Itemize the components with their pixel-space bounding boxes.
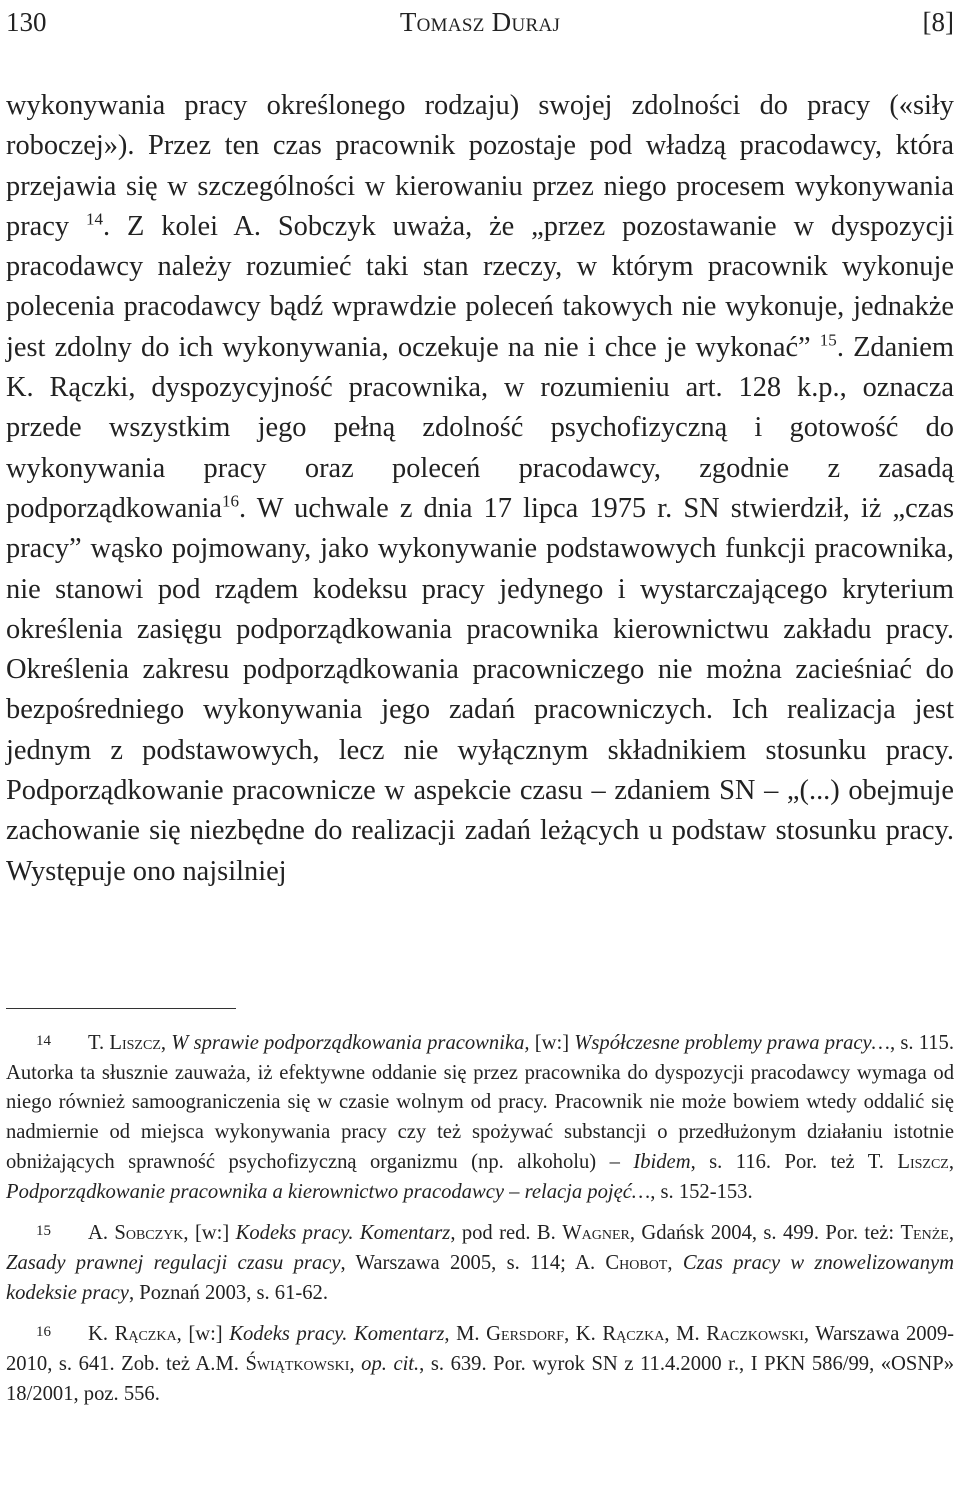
fn-text: , K.: [564, 1323, 603, 1346]
author-name: Sobczyk: [114, 1222, 184, 1245]
fn-text: ,: [667, 1251, 683, 1274]
fn-text: , [w:]: [176, 1323, 230, 1346]
work-title: Zasady prawnej regulacji czasu pracy: [6, 1251, 341, 1274]
footnote-ref-14[interactable]: 14: [85, 209, 103, 229]
footnote-divider: [6, 1008, 236, 1009]
author-name: Gersdorf: [486, 1323, 565, 1346]
footnote-16: [6, 1318, 954, 1409]
fn-text: , pod red. B.: [450, 1222, 563, 1245]
fn-text: , Warszawa 2009-2010, s. 641. Zob. też A.M.: [6, 1323, 955, 1376]
author-name: Rączka: [114, 1323, 177, 1346]
fn-text: , M.: [444, 1323, 487, 1346]
work-title: W sprawie podporządkowania pracownika,: [171, 1032, 530, 1054]
body-paragraph: [6, 86, 954, 892]
footnote-ref-15[interactable]: 15: [819, 330, 837, 350]
footnotes: [6, 1027, 954, 1419]
fn-text: ,: [160, 1032, 172, 1054]
footnote-14: [6, 1027, 954, 1207]
section-number: [8]: [922, 7, 954, 37]
work-title: Czas pracy w znowelizowanym kodeksie pracy: [6, 1251, 955, 1304]
author-name: Rączka: [602, 1323, 665, 1346]
fn-text: ,: [948, 1150, 954, 1173]
footnote-number: 16: [36, 1324, 51, 1341]
body-text-segment: . Zdaniem K. Rączki, dyspozycyjność pracownika, w rozumieniu art. 128 k.p., oznacza przede wszystkim jego pełną zdolność psychofizyczną i gotowość do wykonywania pracy oraz poleceń pracodawcy, zgodnie z zasadą podporządkowania: [6, 331, 954, 524]
author-name: Świątkowski: [245, 1353, 350, 1376]
fn-text: , s. 152-153.: [650, 1180, 753, 1203]
fn-text: ,: [948, 1222, 954, 1245]
fn-text: , [w:]: [183, 1222, 236, 1245]
footnote-ref-16[interactable]: 16: [222, 491, 240, 511]
work-title: Kodeks pracy. Komentarz: [235, 1222, 451, 1245]
fn-text: ,: [349, 1353, 362, 1376]
author-name: Liszcz: [897, 1150, 949, 1173]
work-title: Ibidem: [633, 1150, 691, 1173]
fn-text: , Warszawa 2005, s. 114; A.: [340, 1251, 606, 1274]
fn-text: , s. 639. Por. wyrok SN z 11.4.2000 r., I PKN 586/99, «OSNP» 18/2001, poz. 556.: [6, 1353, 954, 1405]
fn-text: K.: [88, 1323, 115, 1346]
body-text-segment: . W uchwale z dnia 17 lipca 1975 r. SN stwierdził, iż „czas pracy” wąsko pojmowany, jako wykonywanie podstawowych funkcji pracownika, nie stanowi pod rządem kodeksu pracy jedynego i wystarczającego kryterium określenia zasięgu podporządkowania pracownika kierownictwu zakładu pracy. Określenia zakresu podporządkowania pracowniczego nie można zacieśniać do bezpośredniego wykonywania jego zadań pracowniczych. Ich realizacja jest jednym z podstawowych, lecz nie wyłącznym składnikiem stosunku pracy. Podporządkowanie pracownicze w aspekcie czasu – zdaniem SN – „(...) obejmuje zachowanie się niezbędne do realizacji zadań leżących u podstaw stosunku pracy. Występuje ono najsilniej: [6, 492, 954, 887]
author-name: Liszcz: [109, 1032, 161, 1054]
fn-text: [w:]: [529, 1032, 575, 1054]
running-head-author: Tomasz Duraj: [399, 7, 561, 37]
author-name: Chobot: [605, 1251, 668, 1274]
footnote-number: 14: [36, 1033, 51, 1049]
author-name: Raczkowski: [706, 1323, 804, 1346]
work-title: op. cit.: [361, 1353, 420, 1376]
body-text-segment: wykonywania pracy określonego rodzaju) swojej zdolności do pracy («siły roboczej»). Przez ten czas pracownik pozostaje pod władzą pracodawcy, która przejawia się w szczególności w kierowaniu przez niego procesem wykonywania pracy: [6, 90, 954, 242]
fn-text: , s. 115. Autorka ta słusznie zauważa, iż efektywne oddanie się przez pracownika do dyspozycji pracodawcy wymaga od niego również samoograniczenia się w czasie wolnym od pracy. Pracownik nie może bowiem wtedy oddalić się nadmiernie od miejsca wykonywania pracy czy też spożywać substancji o przedłużonym działaniu istotnie obniżających sprawność psychofizyczną organizmu (np. alkoholu) –: [6, 1032, 954, 1173]
fn-text: , M.: [664, 1323, 707, 1346]
body-text-segment: . Z kolei A. Sobczyk uważa, że „przez pozostawanie w dyspozycji pracodawcy należy rozumieć taki stan rzeczy, w którym pracownik wykonuje polecenia pracodawcy bądź wprawdzie poleceń takowych nie wykonuje, jednakże jest zdolny do ich wykonywania, oczekuje na nie i chce je wykonać”: [6, 210, 954, 363]
fn-text: , Poznań 2003, s. 61-62.: [128, 1281, 328, 1304]
footnote-15: [6, 1217, 954, 1308]
footnote-number: 15: [36, 1223, 51, 1240]
fn-text: A.: [88, 1222, 115, 1245]
work-title: Kodeks pracy. Komentarz: [229, 1323, 445, 1346]
page: [6, 0, 954, 1511]
author-name: Tenże: [900, 1222, 949, 1245]
author-name: Wagner: [562, 1222, 630, 1245]
fn-text: , s. 116. Por. też T.: [690, 1150, 898, 1173]
page-number: 130: [6, 7, 47, 37]
running-head: [6, 2, 954, 42]
fn-text: , Gdańsk 2004, s. 499. Por. też:: [629, 1222, 901, 1245]
work-title: Podporządkowanie pracownika a kierownictwo pracodawcy – relacja pojęć…: [6, 1180, 651, 1203]
work-title: Współczesne problemy prawa pracy…: [574, 1032, 890, 1054]
fn-text: T.: [88, 1032, 110, 1054]
